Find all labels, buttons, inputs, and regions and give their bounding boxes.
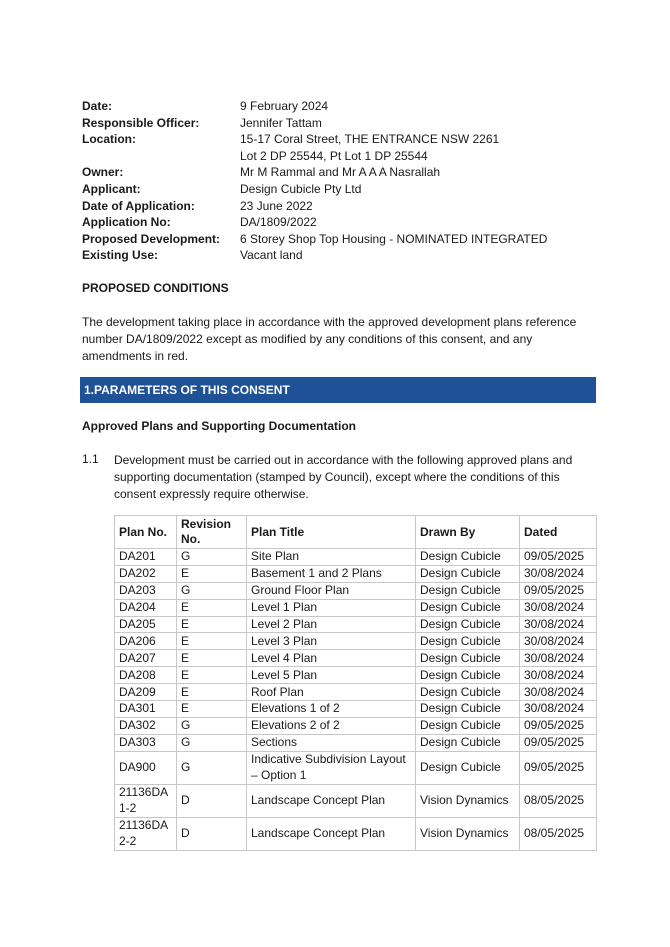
table-row (115, 717, 597, 734)
plan-no-cell: DA900 (115, 751, 177, 784)
plan-no-cell: DA209 (115, 684, 177, 701)
revision-cell: D (177, 784, 247, 817)
table-row (115, 667, 597, 684)
meta-label: Owner: (82, 165, 124, 180)
dated-cell: 09/05/2025 (520, 751, 597, 784)
plan-no-cell: DA202 (115, 565, 177, 582)
dated-cell: 30/08/2024 (520, 565, 597, 582)
plan-no-cell: DA203 (115, 582, 177, 599)
approved-plans-subheading: Approved Plans and Supporting Documentation (82, 419, 357, 433)
col-header-plan-title: Plan Title (247, 516, 416, 549)
meta-label: Date: (82, 99, 113, 113)
drawn-by-cell: Design Cubicle (416, 751, 520, 784)
meta-value: 15-17 Coral Street, THE ENTRANCE NSW 2261 (240, 132, 500, 147)
dated-cell: 30/08/2024 (520, 701, 597, 718)
dated-cell: 30/08/2024 (520, 633, 597, 650)
plan-no-cell: DA206 (115, 633, 177, 650)
dated-cell: 08/05/2025 (520, 817, 597, 850)
plan-no-cell: DA201 (115, 549, 177, 566)
plan-no-cell: DA303 (115, 734, 177, 751)
revision-cell: G (177, 751, 247, 784)
meta-label (82, 148, 240, 165)
table-row (115, 565, 597, 582)
plan-title-cell: Site Plan (247, 549, 416, 566)
dated-cell: 08/05/2025 (520, 784, 597, 817)
plan-no-cell: 21136DA 1-2 (115, 784, 177, 817)
meta-value: Jennifer Tattam (240, 115, 322, 130)
section-title-bar: 1.PARAMETERS OF THIS CONSENT (80, 377, 596, 403)
condition-number: 1.1 (82, 452, 99, 466)
meta-row (82, 231, 547, 248)
plan-title-cell: Level 1 Plan (247, 599, 416, 616)
revision-cell: D (177, 817, 247, 850)
table-row (115, 549, 597, 566)
drawn-by-cell: Design Cubicle (416, 599, 520, 616)
application-details (82, 98, 547, 264)
plan-title-cell: Roof Plan (247, 684, 416, 701)
table-row (115, 633, 597, 650)
meta-label: Existing Use: (82, 248, 159, 263)
meta-label: Application No: (82, 215, 171, 230)
revision-cell: E (177, 599, 247, 616)
plan-no-cell: DA301 (115, 701, 177, 718)
revision-cell: E (177, 667, 247, 684)
meta-value: 9 February 2024 (240, 99, 329, 113)
plan-no-cell: DA205 (115, 616, 177, 633)
intro-paragraph: The development taking place in accordance with the approved development plans reference number DA/1809/2022 except as modified by any conditions of this consent, and any amendments in red. (82, 315, 577, 363)
revision-cell: E (177, 633, 247, 650)
plan-title-cell: Basement 1 and 2 Plans (247, 565, 416, 582)
plan-no-cell: DA207 (115, 650, 177, 667)
dated-cell: 09/05/2025 (520, 717, 597, 734)
drawn-by-cell: Design Cubicle (416, 582, 520, 599)
plan-title-cell: Level 2 Plan (247, 616, 416, 633)
meta-row (82, 198, 547, 215)
meta-label: Responsible Officer: (82, 115, 200, 130)
col-header-revision: Revision No. (177, 516, 247, 549)
meta-label: Location: (82, 132, 136, 147)
meta-value: 6 Storey Shop Top Housing - NOMINATED INTEGRATED (240, 231, 548, 246)
table-row (115, 734, 597, 751)
plan-title-cell: Elevations 1 of 2 (247, 701, 416, 718)
proposed-conditions-heading: PROPOSED CONDITIONS (82, 281, 229, 295)
table-row (115, 701, 597, 718)
drawn-by-cell: Design Cubicle (416, 717, 520, 734)
drawn-by-cell: Design Cubicle (416, 701, 520, 718)
revision-cell: E (177, 616, 247, 633)
drawn-by-cell: Design Cubicle (416, 650, 520, 667)
col-header-plan-no: Plan No. (115, 516, 177, 549)
drawn-by-cell: Design Cubicle (416, 616, 520, 633)
revision-cell: E (177, 684, 247, 701)
dated-cell: 30/08/2024 (520, 650, 597, 667)
meta-row (82, 181, 547, 198)
plan-title-cell: Landscape Concept Plan (247, 784, 416, 817)
meta-row (82, 164, 547, 181)
meta-row (82, 131, 547, 148)
table-row (115, 751, 597, 784)
condition-text: Development must be carried out in accordance with the following approved plans and supporting documentation (stamped by Council), except where the conditions of this consent expressly require otherwise. (114, 453, 573, 501)
meta-value: DA/1809/2022 (240, 215, 317, 230)
meta-value: Vacant land (240, 248, 303, 263)
revision-cell: G (177, 734, 247, 751)
dated-cell: 09/05/2025 (520, 582, 597, 599)
table-row (115, 817, 597, 850)
plan-no-cell: DA208 (115, 667, 177, 684)
table-header-row (115, 516, 597, 549)
col-header-drawn-by: Drawn By (416, 516, 520, 549)
meta-row (82, 214, 547, 231)
plan-title-cell: Level 3 Plan (247, 633, 416, 650)
drawn-by-cell: Design Cubicle (416, 734, 520, 751)
drawn-by-cell: Design Cubicle (416, 684, 520, 701)
table-row (115, 582, 597, 599)
meta-label: Date of Application: (82, 198, 195, 213)
drawn-by-cell: Design Cubicle (416, 565, 520, 582)
table-row (115, 616, 597, 633)
plan-title-cell: Sections (247, 734, 416, 751)
plan-title-cell: Ground Floor Plan (247, 582, 416, 599)
meta-row (82, 98, 547, 115)
plan-no-cell: DA302 (115, 717, 177, 734)
dated-cell: 30/08/2024 (520, 599, 597, 616)
plan-title-cell: Level 4 Plan (247, 650, 416, 667)
meta-label: Applicant: (82, 181, 141, 196)
table-row (115, 684, 597, 701)
drawn-by-cell: Vision Dynamics (416, 817, 520, 850)
drawn-by-cell: Design Cubicle (416, 549, 520, 566)
plan-title-cell: Indicative Subdivision Layout – Option 1 (247, 751, 416, 784)
table-row (115, 650, 597, 667)
drawn-by-cell: Vision Dynamics (416, 784, 520, 817)
revision-cell: G (177, 582, 247, 599)
revision-cell: E (177, 565, 247, 582)
table-row (115, 599, 597, 616)
meta-row (82, 247, 547, 264)
drawn-by-cell: Design Cubicle (416, 667, 520, 684)
meta-value: Lot 2 DP 25544, Pt Lot 1 DP 25544 (240, 148, 428, 163)
approved-plans-table (114, 515, 597, 851)
meta-value: Design Cubicle Pty Ltd (240, 181, 362, 196)
revision-cell: E (177, 701, 247, 718)
revision-cell: G (177, 549, 247, 566)
meta-row (82, 115, 547, 132)
dated-cell: 30/08/2024 (520, 667, 597, 684)
plan-title-cell: Elevations 2 of 2 (247, 717, 416, 734)
dated-cell: 09/05/2025 (520, 734, 597, 751)
plan-no-cell: DA204 (115, 599, 177, 616)
dated-cell: 30/08/2024 (520, 616, 597, 633)
drawn-by-cell: Design Cubicle (416, 633, 520, 650)
revision-cell: E (177, 650, 247, 667)
plan-no-cell: 21136DA 2-2 (115, 817, 177, 850)
revision-cell: G (177, 717, 247, 734)
table-row (115, 784, 597, 817)
meta-value: 23 June 2022 (240, 198, 313, 213)
dated-cell: 09/05/2025 (520, 549, 597, 566)
dated-cell: 30/08/2024 (520, 684, 597, 701)
meta-row (82, 148, 547, 165)
plan-title-cell: Level 5 Plan (247, 667, 416, 684)
plan-title-cell: Landscape Concept Plan (247, 817, 416, 850)
meta-value: Mr M Rammal and Mr A A A Nasrallah (240, 165, 441, 180)
meta-label: Proposed Development: (82, 231, 221, 246)
col-header-dated: Dated (520, 516, 597, 549)
